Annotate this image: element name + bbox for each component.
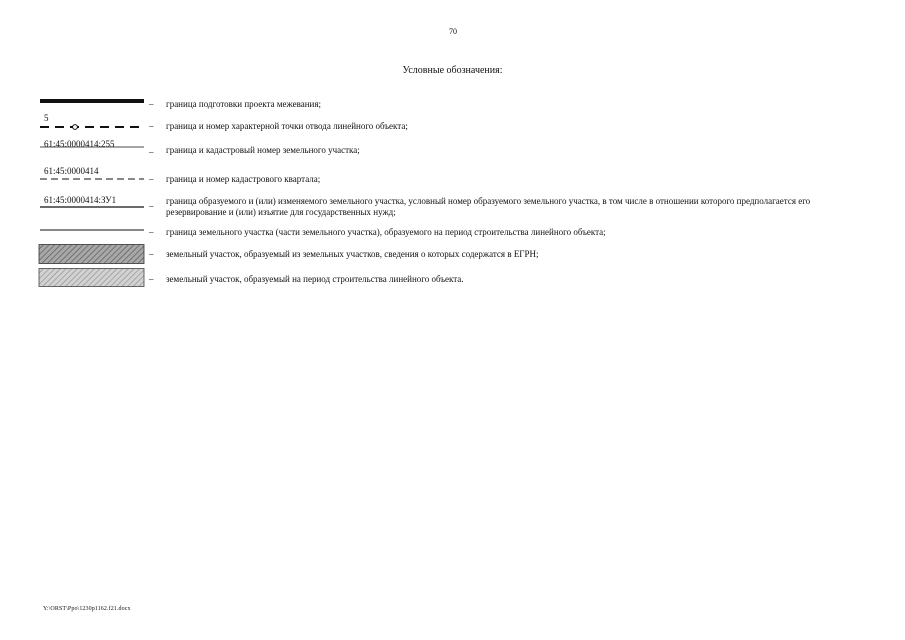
legend-description: граница земельного участка (части земельного участка), образуемого на период строительства линейного объекта; [166, 227, 606, 237]
dark-hatch-swatch [38, 244, 148, 268]
legend-row-formed-parcel-boundary [38, 193, 858, 217]
thick-solid-line-sample [38, 96, 148, 120]
legend-title: Условные обозначения: [402, 65, 503, 76]
legend-row-formed-for-construction [38, 268, 858, 292]
page-number: 70 [449, 27, 457, 36]
legend-dash: – [149, 274, 154, 284]
legend-description: земельный участок, образуемый из земельных участков, сведения о которых содержатся в ЕГРН; [166, 249, 539, 259]
quarter-number-label: 61:45:0000414 [44, 166, 99, 176]
legend-dash: – [149, 174, 154, 184]
legend-dash: – [149, 227, 154, 237]
legend-dash: – [149, 121, 154, 131]
legend-row-parcel-boundary [38, 139, 858, 166]
legend-row-project-boundary [38, 96, 858, 120]
legend-description: граница и номер характерной точки отвода линейного объекта; [166, 121, 408, 131]
file-path-footer: Y:\ORST\Ppo\1230p1162.f21.docx [43, 606, 131, 612]
legend-description: граница и номер кадастрового квартала; [166, 174, 321, 184]
legend-dash: – [149, 201, 154, 211]
legend-dash: – [149, 147, 154, 157]
parcel-boundary-sample [38, 139, 148, 166]
formed-parcel-boundary-sample [38, 193, 148, 217]
legend-row-quarter-boundary [38, 168, 858, 192]
legend-row-formed-from-egrn [38, 244, 858, 268]
formed-parcel-number-label: 61:45:0000414:ЗУ1 [44, 195, 117, 205]
light-hatch-swatch [38, 268, 148, 292]
legend-dash: – [149, 99, 154, 109]
legend-description: граница и кадастровый номер земельного участка; [166, 145, 360, 155]
legend-description: граница подготовки проекта межевания; [166, 99, 322, 109]
legend-description: граница образуемого и (или) изменяемого земельного участка, условный номер образуемого земельного участка, в том числе в отношении которого предполагается его резервирование и (или) изъятие для государственных нужд; [166, 196, 811, 217]
legend-row-point-boundary [38, 113, 858, 142]
point-number-label: 5 [44, 113, 49, 123]
legend-dash: – [149, 249, 154, 259]
legend-description: земельный участок, образуемый на период строительства линейного объекта. [166, 274, 464, 284]
quarter-boundary-sample [38, 168, 148, 192]
parcel-number-label: 61:45:0000414:255 [44, 139, 115, 149]
